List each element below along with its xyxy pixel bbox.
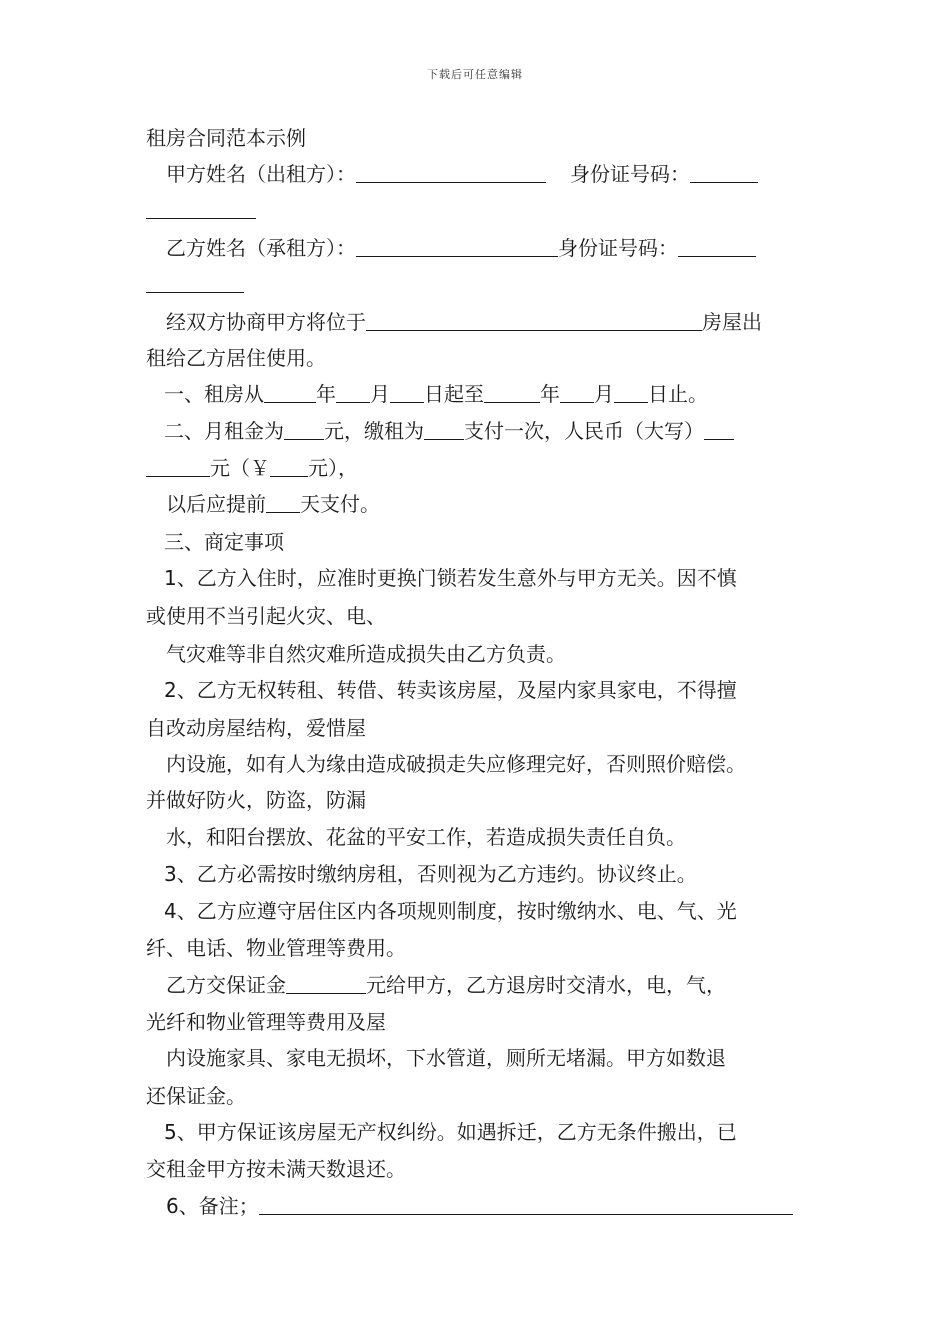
location-suffix: 房屋出 bbox=[702, 310, 762, 334]
party-a-name-blank[interactable] bbox=[356, 160, 546, 183]
month-label-2: 月 bbox=[594, 382, 614, 406]
clause-2-line-5: 水，和阳台摆放、花盆的平安工作，若造成损失责任自负。 bbox=[166, 825, 686, 849]
clause-3-line-1: 3、乙方必需按时缴纳房租，否则视为乙方违约。协议终止。 bbox=[164, 862, 697, 886]
start-month-blank[interactable] bbox=[336, 380, 370, 403]
advance-prefix: 以后应提前 bbox=[166, 492, 266, 516]
location-line bbox=[146, 304, 762, 340]
remarks-line bbox=[146, 1188, 793, 1224]
page-header-note: 下载后可任意编辑 bbox=[427, 68, 523, 81]
pay-once-label: 支付一次，人民币（大写） bbox=[464, 419, 704, 443]
remarks-label: 6、备注； bbox=[166, 1194, 259, 1218]
clause-1-line-2: 或使用不当引起火灾、电、 bbox=[146, 604, 386, 628]
start-year-blank[interactable] bbox=[264, 380, 316, 403]
deposit-prefix: 乙方交保证金 bbox=[166, 973, 286, 997]
deposit-line-2: 光纤和物业管理等费用及屋 bbox=[146, 1010, 386, 1034]
clause-4-line-1: 4、乙方应遵守居住区内各项规则制度，按时缴纳水、电、气、光 bbox=[164, 899, 737, 923]
payment-period-blank[interactable] bbox=[424, 417, 464, 440]
deposit-line-4: 还保证金。 bbox=[146, 1084, 246, 1108]
advance-suffix: 天支付。 bbox=[300, 492, 380, 516]
monthly-rent-blank[interactable] bbox=[284, 417, 324, 440]
clause-5-line-2: 交租金甲方按未满天数退还。 bbox=[146, 1157, 406, 1181]
deposit-line-1 bbox=[146, 967, 726, 1003]
rent-yuan-label: 元，缴租为 bbox=[324, 419, 424, 443]
end-month-blank[interactable] bbox=[560, 380, 594, 403]
clause-4-line-2: 纤、电话、物业管理等费用。 bbox=[146, 936, 406, 960]
party-b-line bbox=[146, 230, 756, 266]
location-line-2: 租给乙方居住使用。 bbox=[146, 346, 326, 370]
party-a-line bbox=[146, 156, 758, 192]
party-a-label: 甲方姓名（出租方）： bbox=[166, 162, 356, 186]
party-a-id-blank-cont[interactable] bbox=[146, 196, 256, 219]
deposit-line-3: 内设施家具、家电无损坏，下水管道，厕所无堵漏。甲方如数退 bbox=[166, 1046, 726, 1070]
clause-2-line-4: 并做好防火，防盗，防漏 bbox=[146, 788, 366, 812]
clause-1-line-3: 气灾难等非自然灾难所造成损失由乙方负责。 bbox=[166, 642, 566, 666]
rent-digits-blank[interactable] bbox=[270, 454, 308, 477]
advance-line bbox=[146, 486, 380, 522]
clause-2-line-2: 自改动房屋结构，爱惜屋 bbox=[146, 716, 366, 740]
clause-1-line-1: 1、乙方入住时，应准时更换门锁若发生意外与甲方无关。因不慎 bbox=[164, 566, 737, 590]
clause-2-line-3: 内设施，如有人为缘由造成破损走失应修理完好，否则照价赔偿。 bbox=[166, 752, 746, 776]
party-b-id-continuation bbox=[146, 266, 244, 302]
rent-words-blank[interactable] bbox=[704, 417, 734, 440]
clause-2-line-1: 2、乙方无权转租、转借、转卖该房屋，及屋内家具家电，不得擅 bbox=[164, 678, 737, 702]
start-day-blank[interactable] bbox=[390, 380, 424, 403]
end-year-blank[interactable] bbox=[484, 380, 540, 403]
deposit-suffix: 元给甲方，乙方退房时交清水，电，气， bbox=[366, 973, 726, 997]
rent-yuan-close-label: 元）， bbox=[308, 456, 358, 480]
end-day-blank[interactable] bbox=[614, 380, 648, 403]
location-prefix: 经双方协商甲方将位于 bbox=[166, 310, 366, 334]
term-label: 一、租房从 bbox=[164, 382, 264, 406]
party-a-id-label: 身份证号码： bbox=[570, 162, 690, 186]
party-b-id-blank-cont[interactable] bbox=[146, 270, 244, 293]
rent-words-blank-cont[interactable] bbox=[146, 454, 210, 477]
day-end-label: 日止。 bbox=[648, 382, 708, 406]
party-b-id-label: 身份证号码： bbox=[558, 236, 678, 260]
term-line bbox=[146, 376, 708, 412]
party-b-id-blank[interactable] bbox=[678, 234, 756, 257]
section-3-title: 三、商定事项 bbox=[164, 530, 284, 554]
rent-line-2 bbox=[146, 450, 358, 486]
rent-yuan-symbol-label: 元（￥ bbox=[210, 456, 270, 480]
clause-5-line-1: 5、甲方保证该房屋无产权纠纷。如遇拆迁，乙方无条件搬出，已 bbox=[164, 1120, 737, 1144]
rent-label: 二、月租金为 bbox=[164, 419, 284, 443]
party-a-id-blank[interactable] bbox=[690, 160, 758, 183]
year-label: 年 bbox=[316, 382, 336, 406]
remarks-blank[interactable] bbox=[259, 1192, 793, 1215]
party-b-name-blank[interactable] bbox=[356, 234, 558, 257]
deposit-amount-blank[interactable] bbox=[286, 971, 366, 994]
party-a-id-continuation bbox=[146, 192, 256, 228]
advance-days-blank[interactable] bbox=[266, 490, 300, 513]
location-blank[interactable] bbox=[366, 308, 702, 331]
day-from-label: 日起至 bbox=[424, 382, 484, 406]
rent-line bbox=[146, 413, 734, 449]
year-label-2: 年 bbox=[540, 382, 560, 406]
party-b-label: 乙方姓名（承租方）： bbox=[166, 236, 356, 260]
document-title: 租房合同范本示例 bbox=[146, 126, 306, 150]
month-label: 月 bbox=[370, 382, 390, 406]
